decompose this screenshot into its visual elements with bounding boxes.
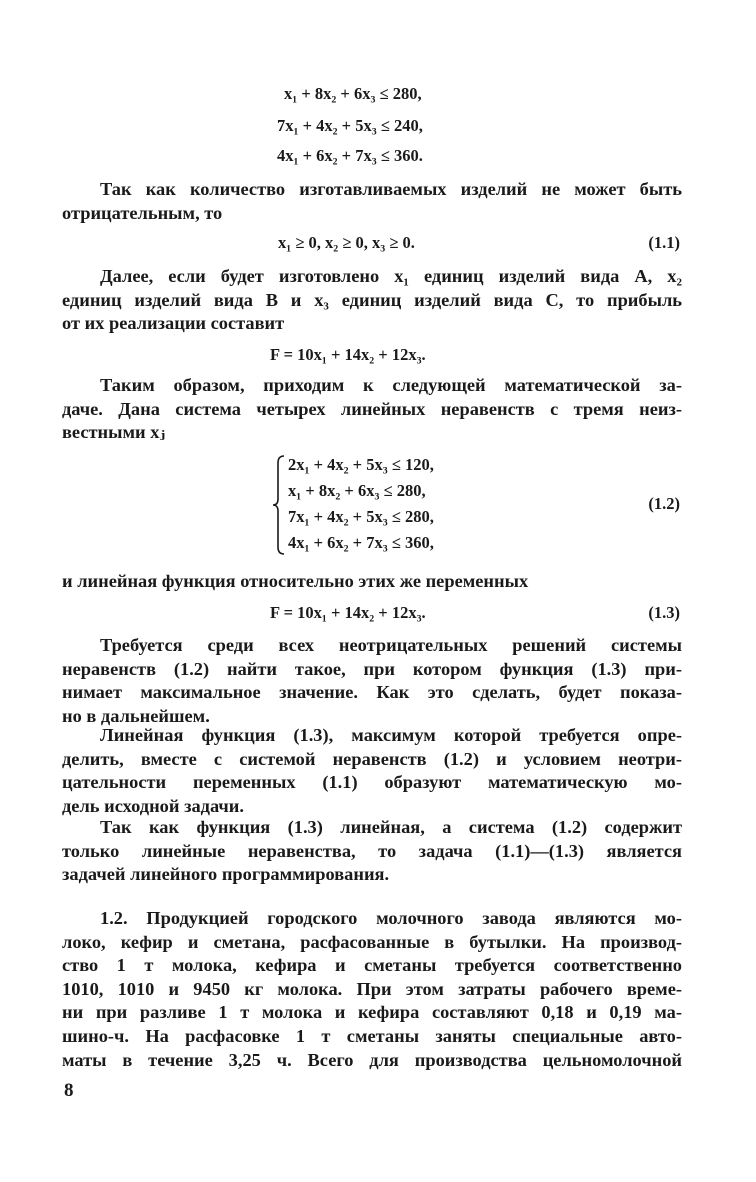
text-line: Линейная функция (1.3), максимум которой требуется опре- (100, 725, 682, 745)
paragraph-problem-1-2 (62, 907, 682, 1072)
objective-function: F = 10x₁ + 14x₂ + 12x₃. (270, 603, 426, 622)
system-inequality-1: 2x₁ + 4x₂ + 5x₃ ≤ 120, (288, 455, 434, 474)
equation-number-1-2: (1.2) (648, 494, 680, 513)
text-line: 1.2. Продукцией городского молочного завода являются мо- (100, 908, 682, 928)
profit-function: F = 10x₁ + 14x₂ + 12x₃. (270, 345, 426, 364)
text-line: Таким образом, приходим к следующей математической за- (100, 375, 682, 395)
text-line: маты в течение 3,25 ч. Всего для производства цельномолочной (62, 1049, 682, 1070)
paragraph-lp-conclusion (62, 816, 682, 887)
text-line: Далее, если будет изготовлено x₁ единиц изделий вида A, x₂ (100, 266, 682, 286)
text-line: вестными xⱼ (62, 422, 166, 443)
text-line: Так как количество изготавливаемых изделий не может быть (100, 179, 682, 199)
text-line: даче. Дана система четырех линейных неравенств с тремя неиз- (62, 398, 682, 419)
system-inequality-3: 7x₁ + 4x₂ + 5x₃ ≤ 280, (288, 507, 434, 526)
text-line: цательности переменных (1.1) образуют математическую мо- (62, 772, 682, 793)
paragraph-requirement (62, 634, 682, 728)
text-line: делить, вместе с системой неравенств (1.2) и условием неотри- (62, 748, 682, 769)
paragraph-model (62, 724, 682, 818)
top-inequality-1: x₁ + 8x₂ + 6x₃ ≤ 280, (284, 84, 422, 103)
text-line: задачей линейного программирования. (62, 864, 390, 885)
equation-1-1: x₁ ≥ 0, x₂ ≥ 0, x₃ ≥ 0. (278, 233, 415, 252)
text-line: отрицательным, то (62, 202, 223, 223)
text-line: Требуется среди всех неотрицательных решений системы (100, 635, 682, 655)
top-inequality-3: 4x₁ + 6x₂ + 7x₃ ≤ 360. (277, 146, 423, 165)
system-inequality-4: 4x₁ + 6x₂ + 7x₃ ≤ 360, (288, 533, 434, 552)
text-line: но в дальнейшем. (62, 705, 210, 726)
text-line: Так как функция (1.3) линейная, а система (1.2) содержит (100, 817, 682, 837)
paragraph-problem (62, 374, 682, 445)
text-line: нимает максимальное значение. Как это сделать, будет показа- (62, 682, 682, 703)
equation-number-1-3: (1.3) (648, 603, 680, 622)
top-inequality-2: 7x₁ + 4x₂ + 5x₃ ≤ 240, (277, 116, 423, 135)
text-line: дель исходной задачи. (62, 795, 244, 816)
text-line: ство 1 т молока, кефира и сметаны требуется соответственно (62, 955, 682, 976)
system-inequality-2: x₁ + 8x₂ + 6x₃ ≤ 280, (288, 481, 426, 500)
page-number: 8 (64, 1080, 74, 1101)
text-line: локо, кефир и сметана, расфасованные в бутылки. На производ- (62, 931, 682, 952)
text-line: неравенств (1.2) найти такое, при котором функция (1.3) при- (62, 658, 682, 679)
paragraph-linear-function (62, 570, 682, 594)
text-line: единиц изделий вида B и x₃ единиц изделий вида C, то прибыль (62, 289, 682, 310)
text-line: шино-ч. На расфасовке 1 т сметаны заняты специальные авто- (62, 1025, 682, 1046)
text-line: 1010, 1010 и 9450 кг молока. При этом затраты рабочего време- (62, 978, 682, 999)
text-line: от их реализации составит (62, 313, 285, 334)
left-brace (272, 455, 286, 555)
paragraph-profit (62, 265, 682, 336)
text-line: и линейная функция относительно этих же переменных (62, 571, 529, 591)
text-line: только линейные неравенства, то задача (1.1)—(1.3) является (62, 840, 682, 861)
text-line: ни при разливе 1 т молока и кефира составляют 0,18 и 0,19 ма- (62, 1002, 682, 1023)
equation-number-1-1: (1.1) (648, 233, 680, 252)
paragraph-nonnegative (62, 178, 682, 225)
